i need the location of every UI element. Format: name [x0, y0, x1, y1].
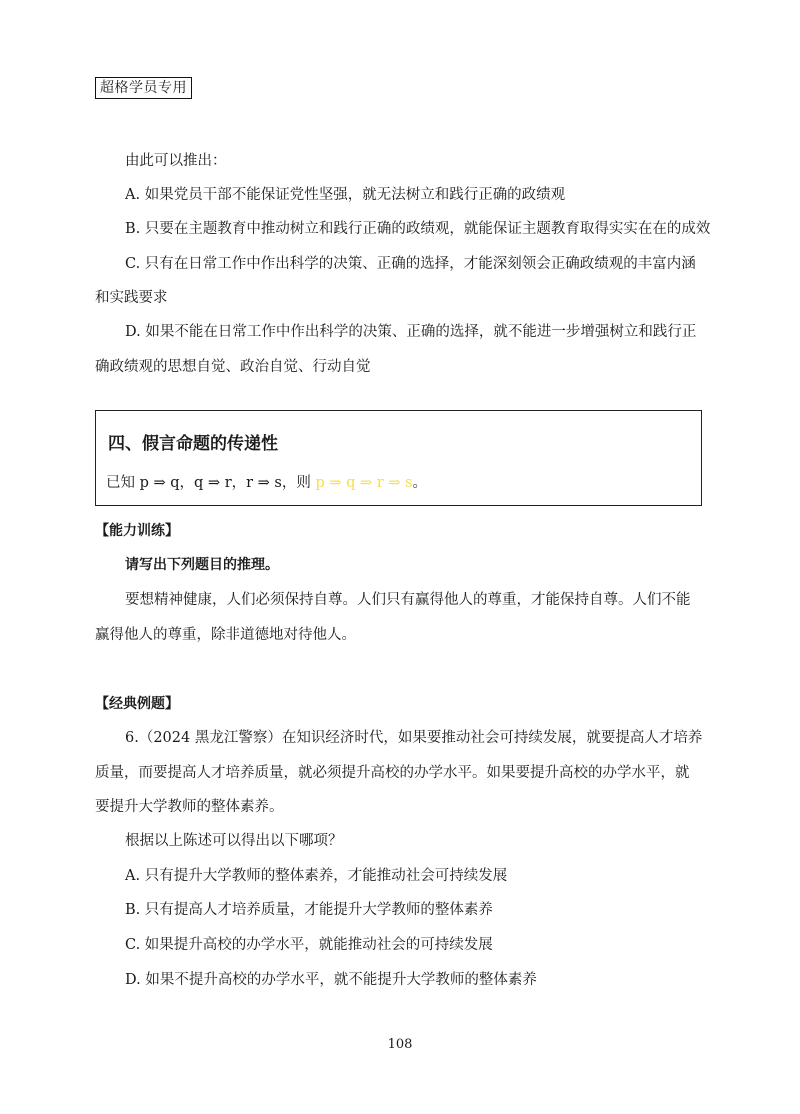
example-question-line-3: 要提升大学教师的整体素养。 — [95, 799, 284, 815]
example-option-a: A. 只有提升大学教师的整体素养，才能推动社会可持续发展 — [125, 868, 508, 884]
option-c-line-2: 和实践要求 — [95, 290, 168, 306]
training-instruction: 请写出下列题目的推理。 — [125, 557, 279, 573]
example-option-c: C. 如果提升高校的办学水平，就能推动社会的可持续发展 — [125, 937, 493, 953]
option-b: B. 只要在主题教育中推动树立和践行正确的政绩观，就能保证主题教育取得实实在在的成效 — [125, 221, 711, 237]
option-d-line-2: 确政绩观的思想自觉、政治自觉、行动自觉 — [95, 359, 371, 375]
example-question-line-2: 质量，而要提高人才培养质量，就必须提升高校的办学水平。如果要提升高校的办学水平，就 — [95, 765, 690, 781]
training-heading: 【能力训练】 — [95, 523, 179, 539]
page-number: 108 — [387, 1037, 413, 1052]
rule-prefix: 已知 p ⇒ q，q ⇒ r，r ⇒ s，则 — [106, 475, 316, 491]
example-heading: 【经典例题】 — [95, 696, 179, 712]
question-prompt: 由此可以推出： — [125, 153, 227, 169]
exclusive-stamp: 超格学员专用 — [95, 77, 192, 99]
rule-suffix: 。 — [412, 475, 428, 491]
training-text-line-2: 赢得他人的尊重，除非道德地对待他人。 — [95, 627, 356, 643]
option-a: A. 如果党员干部不能保证党性坚强，就无法树立和践行正确的政绩观 — [125, 187, 566, 203]
training-text-line-1: 要想精神健康，人们必须保持自尊。人们只有赢得他人的尊重，才能保持自尊。人们不能 — [125, 592, 691, 608]
example-prompt: 根据以上陈述可以得出以下哪项？ — [125, 833, 343, 849]
section-box — [95, 410, 702, 506]
example-option-d: D. 如果不提升高校的办学水平，就不能提升大学教师的整体素养 — [125, 972, 537, 988]
example-option-b: B. 只有提高人才培养质量，才能提升大学教师的整体素养 — [125, 902, 493, 918]
option-d-line-1: D. 如果不能在日常工作中作出科学的决策、正确的选择，就不能进一步增强树立和践行正 — [125, 324, 697, 340]
transitivity-rule — [106, 471, 427, 492]
example-question-line-1: 6.（2024 黑龙江警察）在知识经济时代，如果要推动社会可持续发展，就要提高人才培养 — [125, 730, 703, 746]
section-title: 四、假言命题的传递性 — [108, 434, 278, 454]
rule-highlight: p ⇒ q ⇒ r ⇒ s — [315, 475, 413, 491]
option-c-line-1: C. 只有在日常工作中作出科学的决策、正确的选择，才能深刻领会正确政绩观的丰富内涵 — [125, 256, 696, 272]
